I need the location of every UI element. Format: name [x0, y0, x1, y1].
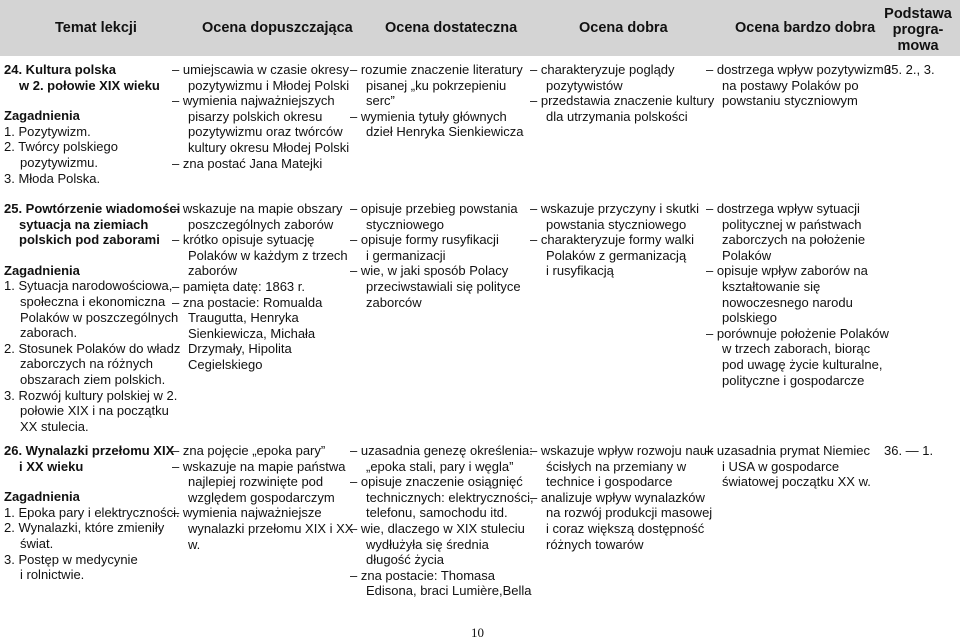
dopuszczajaca-cell: – umiejscawia w czasie okresy pozytywizmu i Młodej Polski – wymienia najważniejszych pisarzy polskich okresu pozytywizmu oraz twórców kultury okresu Młodej Polski – zna postać Jana Matejki: [172, 62, 350, 171]
bardzo-dobra-cell: – dostrzega wpływ pozytywizmu na postawy Polaków po powstaniu styczniowym: [706, 62, 891, 109]
row-separator: [0, 434, 960, 435]
table-header: [0, 0, 960, 56]
topic-items: 1. Sytuacja narodowościowa, społeczna i ekonomiczna Polaków w poszczególnych zaborach. 2. Stosunek Polaków do władz zaborczych na różnych obszarach ziem polskich. 3. Rozwój kultury polskiej w 2. połowie XIX i na początku XX stulecia.: [4, 278, 181, 434]
header-dostateczna: Ocena dostateczna: [385, 20, 518, 36]
topic-title: 25. Powtórzenie wiadomości sytuacja na ziemiach polskich pod zaborami: [4, 201, 181, 248]
topic-items: 1. Epoka pary i elektryczności. 2. Wynalazki, które zmieniły świat. 3. Postęp w medycynie i rolnictwie.: [4, 504, 180, 583]
header-dobra: Ocena dobra: [579, 20, 668, 36]
dobra-cell: – wskazuje wpływ rozwoju nauk ścisłych na przemiany w technice i gospodarce – analizuje wpływ wynalazków na rozwój produkcji masowej i coraz większą dostępność różnych towarów: [530, 443, 714, 552]
header-podstawa: Podstawa progra- mowa: [884, 6, 952, 54]
row-separator: [0, 192, 960, 193]
page-number: 10: [471, 625, 484, 640]
bardzo-dobra-cell: – dostrzega wpływ sytuacji politycznej w państwach zaborczych na położenie Polaków – opisuje wpływ zaborów na kształtowanie się nowoczesnego narodu polskiego – porównuje położenie Polaków w trzech zaborach, biorąc pod uwagę życie kulturalne, polityczne i gospodarcze: [706, 201, 889, 388]
topic-title: 24. Kultura polska w 2. połowie XIX wieku: [4, 62, 160, 93]
dopuszczajaca-cell: – zna pojęcie „epoka pary” – wskazuje na mapie państwa najlepiej rozwinięte pod względem gospodarczym – wymienia najważniejsze wynalazki przełomu XIX i XX w.: [172, 443, 354, 552]
topic-cell: [4, 62, 164, 186]
dopuszczajaca-cell: – wskazuje na mapie obszary poszczególnych zaborów – krótko opisuje sytuację Polaków w każdym z trzech zaborów – pamięta datę: 1863 r. – zna postacie: Romualda Traugutta, Henryka Sienkiewicza, Michała Drzymały, Hipolita Cegielskiego: [172, 201, 348, 372]
podstawa-cell: 36. — 1.: [884, 443, 934, 458]
topic-cell: [4, 201, 181, 434]
podstawa-cell: 35. 2., 3.: [884, 62, 935, 77]
zagadnienia-label: Zagadnienia: [4, 262, 80, 278]
header-temat: Temat lekcji: [55, 20, 137, 36]
header-dopuszczajaca: Ocena dopuszczająca: [202, 20, 353, 36]
dostateczna-cell: – opisuje przebieg powstania styczniowego – opisuje formy rusyfikacji i germanizacji – wie, w jaki sposób Polacy przeciwstawiali się polityce zaborców: [350, 201, 521, 310]
topic-cell: [4, 443, 180, 583]
topic-title: 26. Wynalazki przełomu XIX i XX wieku: [4, 443, 175, 474]
topic-items: 1. Pozytywizm. 2. Twórcy polskiego pozytywizmu. 3. Młoda Polska.: [4, 123, 118, 186]
zagadnienia-label: Zagadnienia: [4, 489, 80, 505]
dobra-cell: – charakteryzuje poglądy pozytywistów – przedstawia znaczenie kultury dla utrzymania polskości: [530, 62, 715, 124]
header-bardzo-dobra: Ocena bardzo dobra: [735, 20, 876, 36]
bardzo-dobra-cell: – uzasadnia prymat Niemiec i USA w gospodarce światowej początku XX w.: [706, 443, 871, 490]
dostateczna-cell: – uzasadnia genezę określenia: „epoka stali, pary i węgla” – opisuje znaczenie osiągnięć technicznych: elektryczności, telefonu, samochodu itd. – wie, dlaczego w XIX stuleciu wydłużyła się średnia długość życia – zna postacie: Thomasa Edisona, braci Lumière,Bella: [350, 443, 534, 599]
zagadnienia-label: Zagadnienia: [4, 108, 80, 124]
dobra-cell: – wskazuje przyczyny i skutki powstania styczniowego – charakteryzuje formy walki Polaków z germanizacją i rusyfikacją: [530, 201, 700, 279]
dostateczna-cell: – rozumie znaczenie literatury pisanej „ku pokrzepieniu serc” – wymienia tytuły głównych dzieł Henryka Sienkiewicza: [350, 62, 524, 140]
